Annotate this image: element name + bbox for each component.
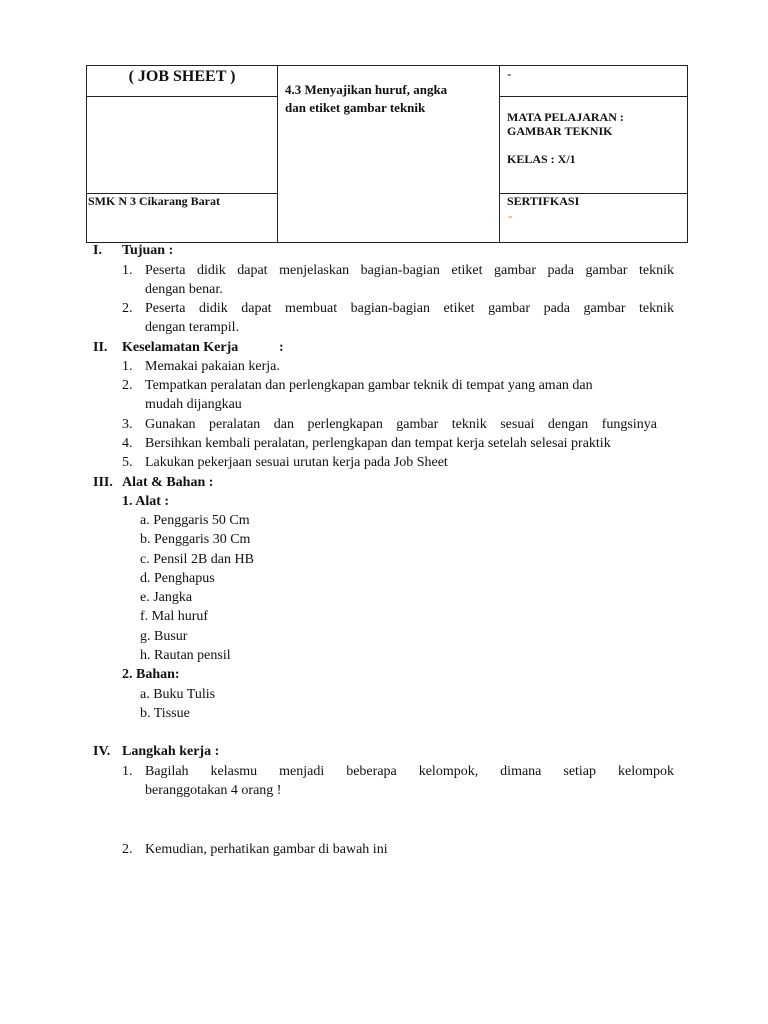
section-title-alat-bahan: Alat & Bahan : <box>122 475 214 490</box>
topic-line-1: 4.3 Menyajikan huruf, angka <box>285 82 448 97</box>
header-table <box>86 65 688 243</box>
certification-label: SERTIFKASI <box>507 194 580 208</box>
list-number: 1. <box>122 263 133 278</box>
job-sheet-title: ( JOB SHEET ) <box>128 68 236 85</box>
list-number: 1. <box>122 764 133 779</box>
top-right-dash: - <box>507 66 512 81</box>
section-title-tujuan: Tujuan : <box>122 243 174 258</box>
subject-label: MATA PELAJARAN : <box>507 110 624 124</box>
list-item: h. Rautan pensil <box>140 648 231 663</box>
list-number: 2. <box>122 842 133 857</box>
list-item: a. Buku Tulis <box>140 687 216 702</box>
list-item: Bagilah kelasmu menjadi beberapa kelompok, dimana setiap kelompok <box>145 764 674 779</box>
list-item: f. Mal huruf <box>140 609 209 624</box>
list-number: 2. <box>122 301 133 316</box>
list-item-cont: dengan terampil. <box>145 320 240 335</box>
list-item-cont: mudah dijangkau <box>145 397 242 412</box>
class-label: KELAS : X/1 <box>507 152 576 166</box>
list-item: b. Penggaris 30 Cm <box>140 532 251 547</box>
list-item: Memakai pakaian kerja. <box>145 359 280 374</box>
subsection-title-bahan: 2. Bahan: <box>122 667 180 682</box>
list-item: c. Pensil 2B dan HB <box>140 552 254 567</box>
list-item: e. Jangka <box>140 590 193 605</box>
table-divider <box>499 96 687 97</box>
certification-dash: - <box>508 208 513 223</box>
table-divider <box>499 66 500 242</box>
list-item: g. Busur <box>140 629 188 644</box>
list-item: Tempatkan peralatan dan perlengkapan gambar teknik di tempat yang aman dan <box>145 378 593 393</box>
list-number: 5. <box>122 455 133 470</box>
list-item: Kemudian, perhatikan gambar di bawah ini <box>145 842 388 857</box>
list-item-cont: dengan benar. <box>145 282 223 297</box>
section-numeral: I. <box>93 243 102 258</box>
section-title-keselamatan: Keselamatan Kerja <box>122 340 239 355</box>
section-numeral: III. <box>93 475 113 490</box>
list-number: 4. <box>122 436 133 451</box>
list-number: 2. <box>122 378 133 393</box>
section-numeral: IV. <box>93 744 111 759</box>
section-title-langkah: Langkah kerja : <box>122 744 220 759</box>
list-item: Peserta didik dapat menjelaskan bagian-bagian etiket gambar pada gambar teknik <box>145 263 674 278</box>
list-item: a. Penggaris 50 Cm <box>140 513 250 528</box>
school-name: SMK N 3 Cikarang Barat <box>88 194 220 208</box>
list-item: Peserta didik dapat membuat bagian-bagian etiket gambar pada gambar teknik <box>145 301 674 316</box>
section-title-colon: : <box>279 340 284 355</box>
list-item: Lakukan pekerjaan sesuai urutan kerja pada Job Sheet <box>145 455 448 470</box>
subject-value: GAMBAR TEKNIK <box>507 124 613 138</box>
list-number: 1. <box>122 359 133 374</box>
list-item-cont: beranggotakan 4 orang ! <box>145 783 282 798</box>
table-divider <box>87 96 277 97</box>
list-number: 3. <box>122 417 133 432</box>
subsection-title-alat: 1. Alat : <box>122 494 170 509</box>
list-item: b. Tissue <box>140 706 190 721</box>
topic-line-2: dan etiket gambar teknik <box>285 100 426 115</box>
list-item: d. Penghapus <box>140 571 215 586</box>
section-numeral: II. <box>93 340 108 355</box>
table-divider <box>277 66 278 242</box>
list-item: Gunakan peralatan dan perlengkapan gambar teknik sesuai dengan fungsinya <box>145 417 657 432</box>
list-item: Bersihkan kembali peralatan, perlengkapan dan tempat kerja setelah selesai praktik <box>145 436 611 451</box>
